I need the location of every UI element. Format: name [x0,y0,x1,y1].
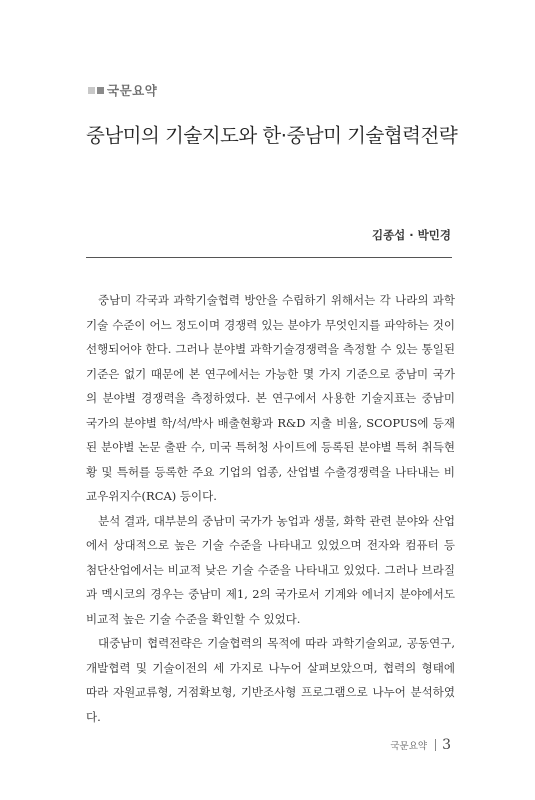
authors: 김종섭 · 박민경 [371,228,451,242]
abstract-paragraph: 분석 결과, 대부분의 중남미 국가가 농업과 생물, 화학 관련 분야와 산업에서 상대적으로 높은 기술 수준을 나타내고 있었으며 전자와 컴퓨터 등 첨단산업에서는 비교적 낮은 기술 수준을 나타내고 있었다. 그러나 브라질과 멕시코의 경우는 중남미 제1, 2의 국가로서 기계와 에너지 분야에서도 비교적 높은 기술 수준을 확인할 수 있었다. [86,513,455,626]
square-bullet-icon [88,87,95,94]
footer-divider [435,739,436,751]
page-number: 3 [442,737,451,753]
page-title: 중남미의 기술지도와 한·중남미 기술협력전략 [86,124,458,147]
footer-label: 국문요약 [390,741,428,752]
section-label-text: 국문요약 [107,83,158,98]
divider [86,257,452,258]
page-footer [390,737,451,753]
square-bullet-icon [97,87,104,94]
abstract-paragraph: 중남미 각국과 과학기술협력 방안을 수립하기 위해서는 각 나라의 과학기술 수준이 어느 정도이며 경쟁력 있는 분야가 무엇인지를 파악하는 것이 선행되어야 한다. 그러나 분야별 과학기술경쟁력을 측정할 수 있는 통일된 기준은 없기 때문에 본 연구에서는 가능한 몇 가지 기준으로 중남미 국가의 분야별 경쟁력을 측정하였다. 본 연구에서 사용한 기술지표는 중남미 국가의 분야별 학/석/박사 배출현황과 R&D 지출 비율, SCOPUS에 등재된 분야별 논문 출판 수, 미국 특허청 사이트에 등록된 분야별 특허 취득현황 및 특허를 등록한 주요 기업의 업종, 산업별 수출경쟁력을 나타내는 비교우위지수(RCA) 등이다. [86,293,455,503]
abstract-body [86,288,455,729]
abstract-paragraph: 대중남미 협력전략은 기술협력의 목적에 따라 과학기술외교, 공동연구, 개발협력 및 기술이전의 세 가지로 나누어 살펴보았으며, 협력의 형태에 따라 자원교류형, 거점확보형, 기반조사형 프로그램으로 나누어 분석하였다. [86,636,455,724]
section-label [88,81,157,99]
